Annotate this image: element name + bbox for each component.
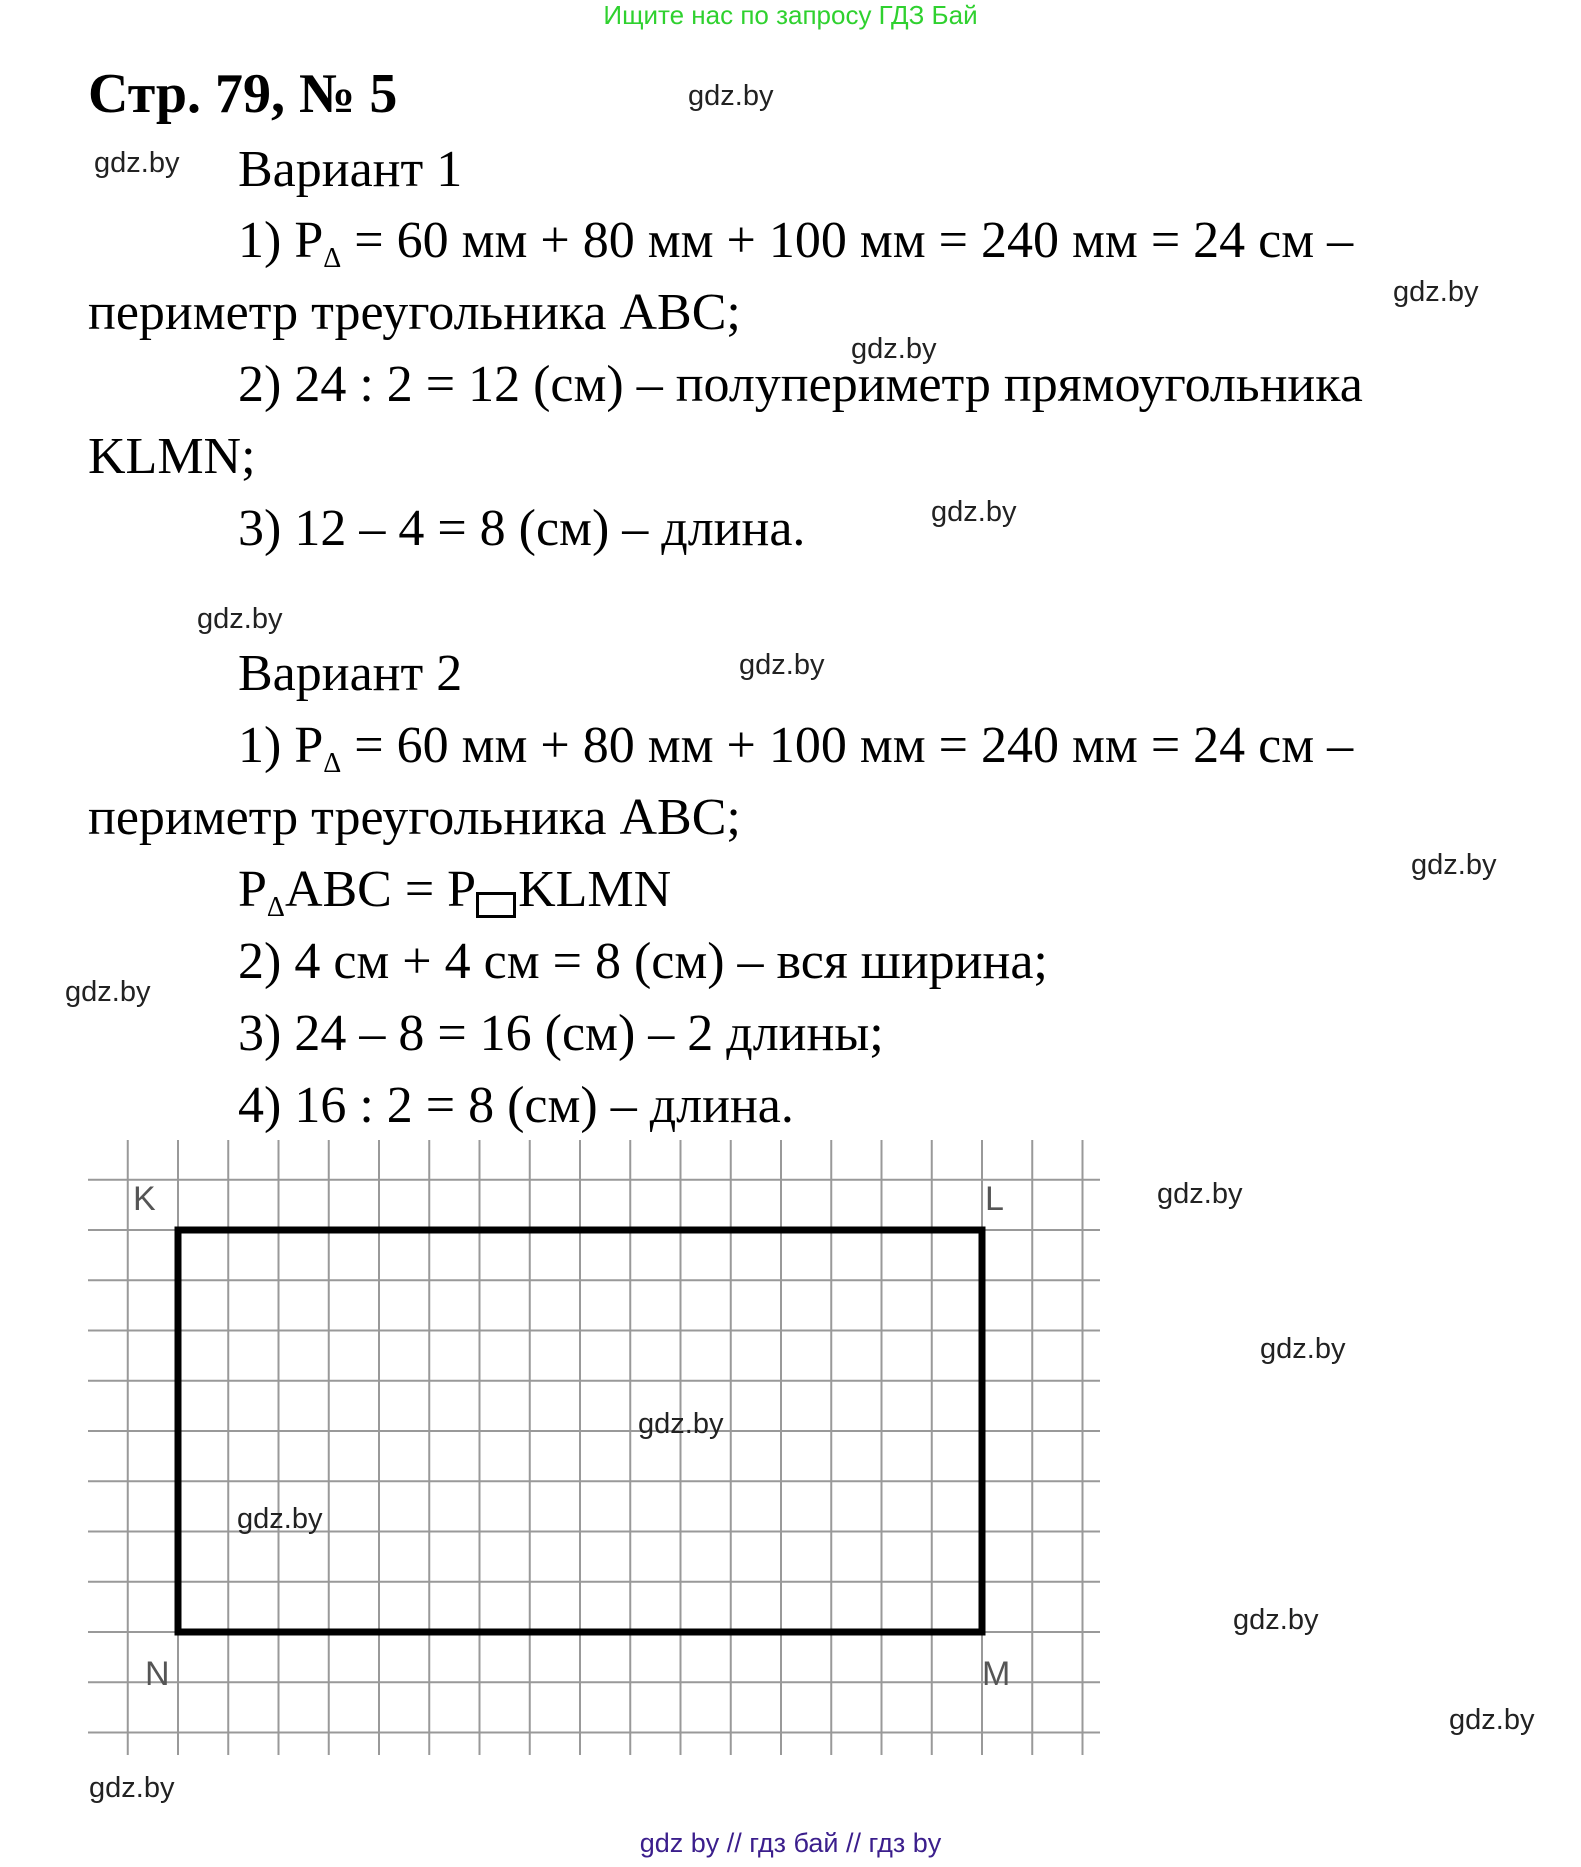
page-title: Стр. 79, № 5 <box>88 63 398 125</box>
watermark: gdz.by <box>688 80 774 112</box>
vertex-label-n: N <box>145 1655 170 1693</box>
variant1-step2-line2: KLMN; <box>88 428 256 485</box>
watermark: gdz.by <box>1233 1604 1319 1636</box>
variant2-title: Вариант 2 <box>238 645 463 702</box>
triangle-symbol: Δ <box>323 748 342 779</box>
watermark: gdz.by <box>638 1408 724 1440</box>
watermark: gdz.by <box>739 649 825 681</box>
variant2-step1-line2: периметр треугольника ABC; <box>88 789 741 846</box>
variant2-step1-line1: 1) $P_\Delta = 60$ мм + 80 мм + 100 мм = 240 мм = 24 см – <box>238 717 1354 779</box>
variant1-step1-line2: периметр треугольника ABC; <box>88 284 741 341</box>
watermark: gdz.by <box>89 1772 175 1804</box>
watermark: gdz.by <box>1411 849 1497 881</box>
watermark: gdz.by <box>1393 276 1479 308</box>
variant1-step3: 3) 12 – 4 = 8 (см) – длина. <box>238 500 806 557</box>
search-banner: Ищите нас по запросу ГДЗ Бай <box>603 0 978 30</box>
variant2-step2: 2) 4 см + 4 см = 8 (см) – вся ширина; <box>238 933 1048 990</box>
watermark: gdz.by <box>1449 1704 1535 1736</box>
vertex-label-l: L <box>985 1180 1004 1218</box>
variant1-step1-line1: 1) $P_\Delta = 60$ мм + 80 мм + 100 мм = 240 мм = 24 см – <box>238 212 1354 274</box>
triangle-symbol: Δ <box>323 243 342 274</box>
watermark: gdz.by <box>197 603 283 635</box>
footer-links: gdz by // гдз бай // гдз by <box>639 1828 942 1858</box>
variant1-title: Вариант 1 <box>238 141 463 198</box>
variant1-step2-line1: 2) 24 : 2 = 12 (см) – полупериметр прямоугольника <box>238 356 1363 413</box>
vertex-label-k: K <box>133 1180 156 1218</box>
triangle-symbol: Δ <box>266 892 285 923</box>
watermark: gdz.by <box>851 333 937 365</box>
watermark: gdz.by <box>1157 1178 1243 1210</box>
watermark: gdz.by <box>1260 1333 1346 1365</box>
watermark: gdz.by <box>931 496 1017 528</box>
variant2-step4: 4) 16 : 2 = 8 (см) – длина. <box>238 1077 794 1134</box>
watermark: gdz.by <box>94 147 180 179</box>
variant2-step3: 3) 24 – 8 = 16 (см) – 2 длины; <box>238 1005 884 1062</box>
variant2-equality: $P_\Delta ABC = P$ KLMN <box>238 861 672 923</box>
watermark: gdz.by <box>237 1503 323 1535</box>
vertex-label-m: M <box>982 1655 1011 1693</box>
watermark: gdz.by <box>65 976 151 1008</box>
